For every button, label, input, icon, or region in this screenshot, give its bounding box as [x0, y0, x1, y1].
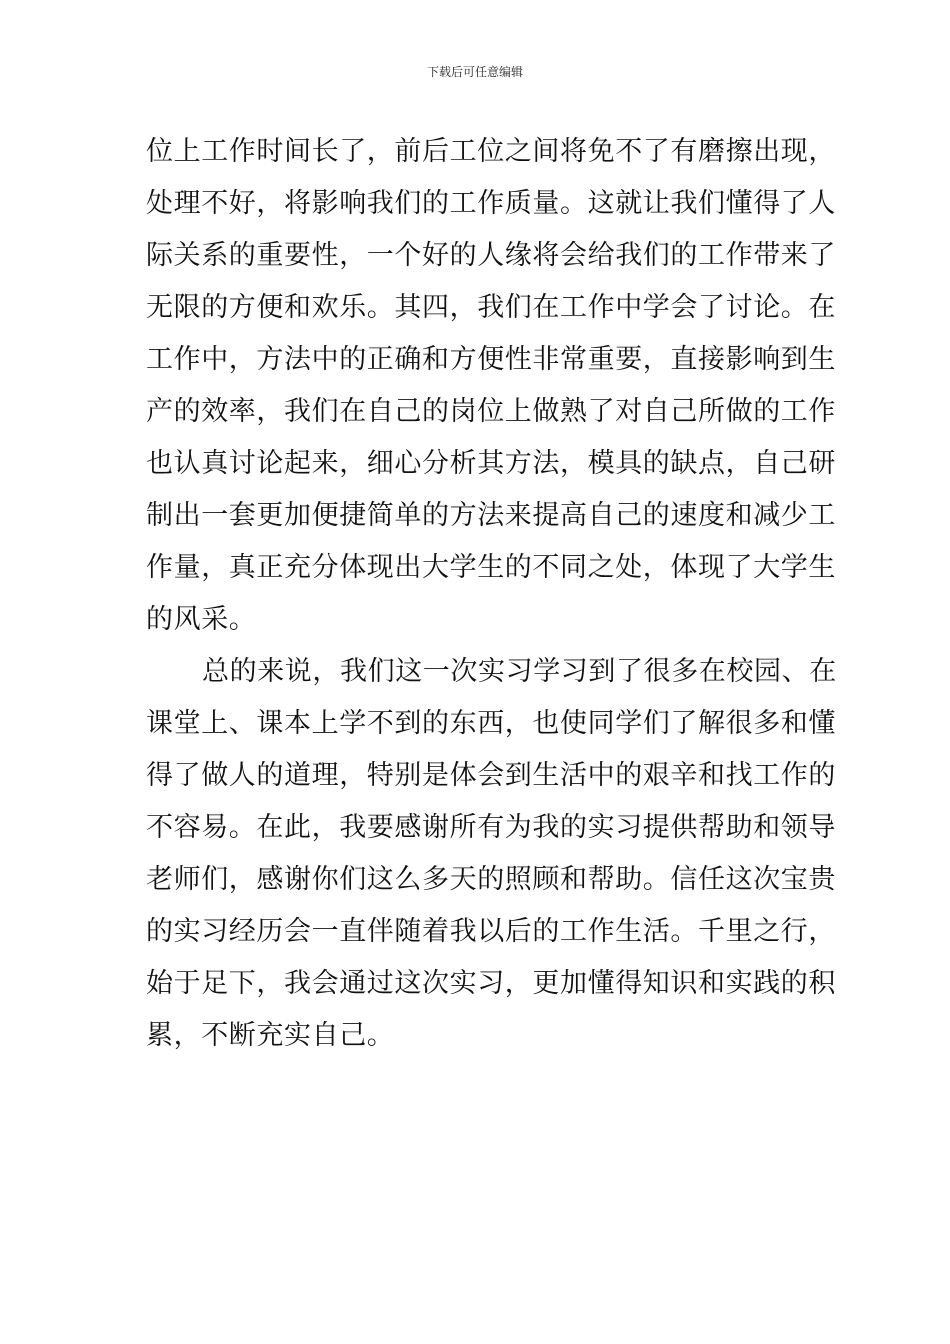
text-line: 产的效率，我们在自己的岗位上做熟了对自己所做的工作 [146, 396, 836, 427]
paragraph-1 [146, 126, 836, 646]
paragraph-2 [146, 646, 837, 1062]
text-line: 位上工作时间长了，前后工位之间将免不了有磨擦出现， [146, 136, 836, 167]
text-line: 得了做人的道理，特别是体会到生活中的艰辛和找工作的 [146, 760, 836, 791]
text-line: 处理不好，将影响我们的工作质量。这就让我们懂得了人 [146, 188, 836, 219]
text-line: 也认真讨论起来，细心分析其方法，模具的缺点，自己研 [146, 448, 836, 479]
text-line: 老师们，感谢你们这么多天的照顾和帮助。信任这次宝贵 [146, 864, 836, 895]
page-header: 下载后可任意编辑 [426, 65, 523, 79]
document-body [146, 126, 837, 1062]
text-line: 累，不断充实自己。 [146, 1020, 395, 1051]
text-line: 课堂上、课本上学不到的东西，也使同学们了解很多和懂 [146, 708, 836, 739]
text-line-indented: 总的来说，我们这一次实习学习到了很多在校园、在 [202, 656, 837, 687]
text-line: 工作中，方法中的正确和方便性非常重要，直接影响到生 [146, 344, 836, 375]
text-line: 作量，真正充分体现出大学生的不同之处，体现了大学生 [146, 552, 836, 583]
text-line: 的实习经历会一直伴随着我以后的工作生活。千里之行， [146, 916, 836, 947]
text-line: 制出一套更加便捷简单的方法来提高自己的速度和减少工 [146, 500, 836, 531]
text-line: 际关系的重要性，一个好的人缘将会给我们的工作带来了 [146, 240, 836, 271]
text-line: 始于足下，我会通过这次实习，更加懂得知识和实践的积 [146, 968, 836, 999]
text-line: 的风采。 [146, 604, 257, 635]
text-line: 无限的方便和欢乐。其四，我们在工作中学会了讨论。在 [146, 292, 836, 323]
text-line: 不容易。在此，我要感谢所有为我的实习提供帮助和领导 [146, 812, 836, 843]
